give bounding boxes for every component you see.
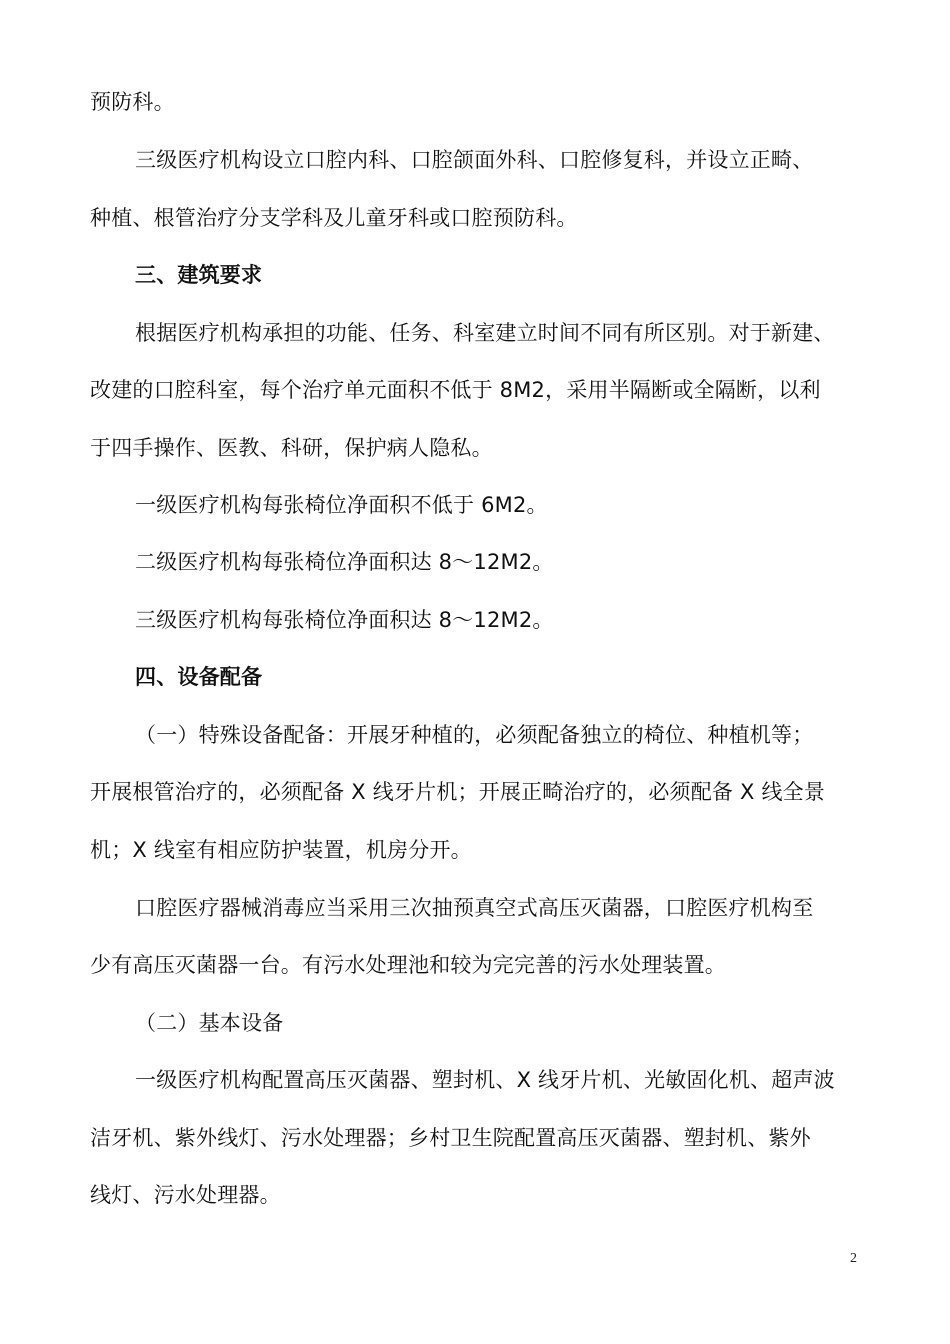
text-line: （一）特殊设备配备：开展牙种植的，必须配备独立的椅位、种植机等；: [135, 723, 814, 747]
text-line: 口腔医疗器械消毒应当采用三次抽预真空式高压灭菌器，口腔医疗机构至: [135, 896, 814, 920]
text-line: 开展根管治疗的，必须配备 X 线牙片机；开展正畸治疗的，必须配备 X 线全景: [90, 780, 826, 804]
text-line: 洁牙机、紫外线灯、污水处理器；乡村卫生院配置高压灭菌器、塑封机、紫外: [90, 1126, 811, 1150]
text-line: 改建的口腔科室，每个治疗单元面积不低于 8M2，采用半隔断或全隔断，以利: [90, 378, 821, 402]
text-line: 三级医疗机构设立口腔内科、口腔颌面外科、口腔修复科，并设立正畸、: [135, 148, 814, 172]
text-line: 一级医疗机构配置高压灭菌器、塑封机、X 线牙片机、光敏固化机、超声波: [135, 1068, 835, 1092]
text-line: 线灯、污水处理器。: [90, 1183, 281, 1207]
text-line: 少有高压灭菌器一台。有污水处理池和较为完完善的污水处理装置。: [90, 953, 726, 977]
text-line: 三级医疗机构每张椅位净面积达 8～12M2。: [135, 608, 554, 632]
section-heading: 四、设备配备: [135, 665, 263, 689]
section-heading: 三、建筑要求: [135, 263, 263, 287]
text-line: 根据医疗机构承担的功能、任务、科室建立时间不同有所区别。对于新建、: [135, 321, 835, 345]
page-number: 2: [850, 1251, 857, 1266]
text-line: 机；X 线室有相应防护装置，机房分开。: [90, 838, 472, 862]
text-line: 于四手操作、医教、科研，保护病人隐私。: [90, 436, 493, 460]
text-line: 种植、根管治疗分支学科及儿童牙科或口腔预防科。: [90, 206, 578, 230]
text-line: 预防科。: [90, 90, 175, 114]
text-line: （二）基本设备: [135, 1011, 284, 1035]
text-line: 二级医疗机构每张椅位净面积达 8～12M2。: [135, 550, 554, 574]
text-line: 一级医疗机构每张椅位净面积不低于 6M2。: [135, 493, 548, 517]
